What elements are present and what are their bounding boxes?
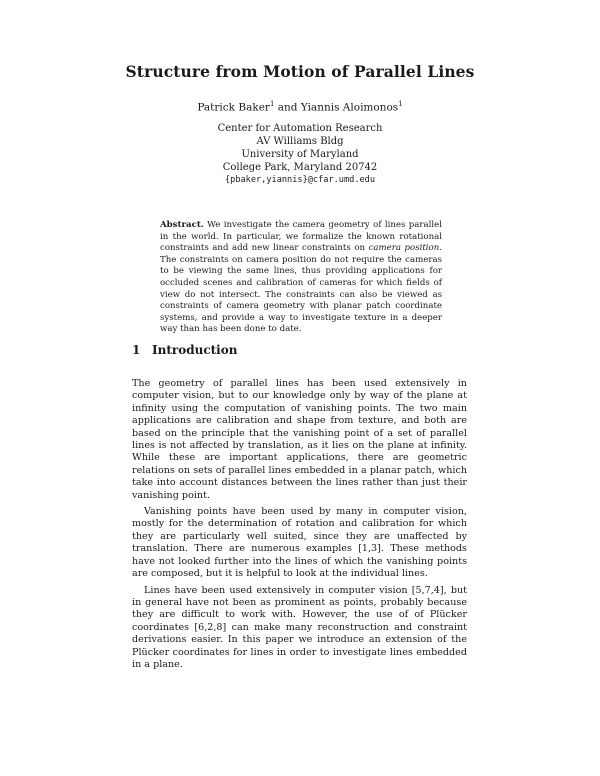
paper-title: Structure from Motion of Parallel Lines: [125, 62, 475, 81]
body-paragraph: Vanishing points have been used by many in computer vision, mostly for the determination of rotation and calibration for which they are particularly well suited, since they are unaffected by translation. There are numerous examples [1,3]. These methods have not looked further into the lines of which the vanishing points are composed, but it is helpful to look at the individual lines.: [132, 506, 467, 580]
body-paragraph: Lines have been used extensively in computer vision [5,7,4], but in general have not been as prominent as points, probably because they are difficult to work with. However, the use of of Plücker coordinates [6,2,8] can make many reconstruction and constraint derivations easier. In this paper we introduce an extension of the Plücker coordinates for lines in order to investigate lines embedded in a plane.: [132, 584, 467, 670]
author-footnote-mark: 1: [269, 100, 275, 108]
author-name: Patrick Baker: [197, 101, 270, 114]
section-heading: [132, 343, 237, 357]
section-body: [132, 378, 467, 675]
author-name: Yiannis Aloimonos: [300, 101, 399, 114]
author-footnote-mark: 1: [398, 100, 403, 108]
affiliation-line: AV Williams Bldg: [256, 136, 344, 147]
author-line: [0, 100, 600, 114]
affiliation-line: Center for Automation Research: [217, 123, 383, 134]
abstract-emphasis: camera position: [368, 243, 440, 254]
affiliation-block: [0, 122, 600, 187]
abstract-label: Abstract.: [160, 220, 204, 230]
author-email: {pbaker,yiannis}@cfar.umd.edu: [224, 175, 376, 185]
abstract: [160, 220, 442, 336]
body-paragraph: The geometry of parallel lines has been used extensively in computer vision, but to our knowledge only by way of the plane at infinity using the computation of vanishing points. The two main applications are calibration and shape from texture, and both are based on the principle that the vanishing point of a set of parallel lines is not affected by translation, as it lies on the plane at infinity. While these are important applications, there are geometric relations on sets of parallel lines embedded in a planar patch, which take into account distances between the lines rather than just their vanishing point.: [132, 378, 467, 501]
affiliation-line: College Park, Maryland 20742: [222, 162, 378, 173]
abstract-text: We investigate the camera geometry of lines parallel in the world. In particular, we formalize the known rotational constraints and add new linear constraints on: [160, 220, 442, 254]
section-number: 1: [132, 343, 141, 357]
author-separator: and: [274, 101, 301, 114]
section-title: Introduction: [152, 343, 238, 357]
affiliation-line: University of Maryland: [241, 149, 359, 160]
abstract-text: . The constraints on camera position do not require the cameras to be viewing the same lines, thus providing applications for occluded scenes and calibration of cameras for which fields of view do not intersect. The constraints can also be viewed as constraints of camera geometry with planar patch coordinate systems, and provide a way to investigate texture in a deeper way than has been done to date.: [160, 243, 442, 335]
